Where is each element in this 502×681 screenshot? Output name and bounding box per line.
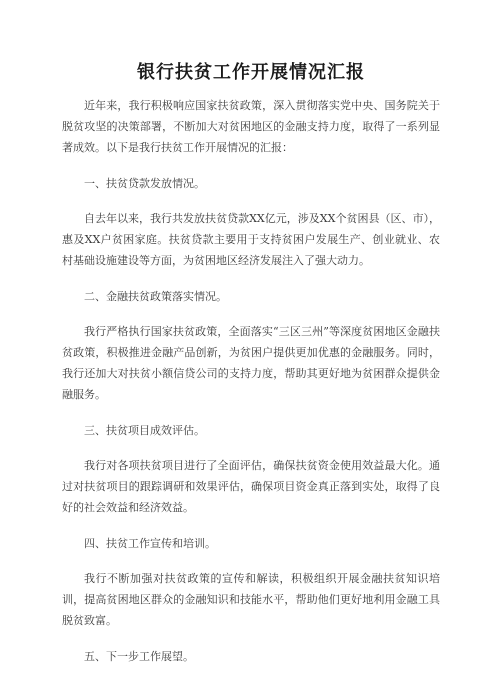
intro-paragraph: 近年来，我行积极响应国家扶贫政策，深入贯彻落实党中央、国务院关于脱贫攻坚的决策部署，不断加大对贫困地区的金融支持力度，取得了一系列显著成效。以下是我行扶贫工作开展情况的汇报： <box>62 99 440 154</box>
section-heading-5: 五、下一步工作展望。 <box>84 650 194 663</box>
section-body-1: 自去年以来，我行共发放扶贫贷款XX亿元，涉及XX个贫困县（区、市），惠及XX户贫困家庭。扶贫贷款主要用于支持贫困户发展生产、创业就业、农村基础设施建设等方面，为贫困地区经济发展注入了强大动力。 <box>62 212 440 267</box>
section-heading-1: 一、扶贫贷款发放情况。 <box>84 177 205 190</box>
document-title: 银行扶贫工作开展情况汇报 <box>137 62 365 83</box>
section-heading-3: 三、扶贫项目成效评估。 <box>84 424 205 437</box>
document-body <box>62 95 440 681</box>
section-heading-2: 二、金融扶贫政策落实情况。 <box>84 290 227 303</box>
section-heading-4: 四、扶贫工作宣传和培训。 <box>84 537 216 550</box>
section-body-4: 我行不断加强对扶贫政策的宣传和解读，积极组织开展金融扶贫知识培训，提高贫困地区群众的金融知识和技能水平，帮助他们更好地利用金融工具脱贫致富。 <box>62 572 440 627</box>
section-body-3: 我行对各项扶贫项目进行了全面评估，确保扶贫资金使用效益最大化。通过对扶贫项目的跟踪调研和效果评估，确保项目资金真正落到实处，取得了良好的社会效益和经济效益。 <box>62 459 440 514</box>
section-body-2: 我行严格执行国家扶贫政策，全面落实“三区三州”等深度贫困地区金融扶贫政策，积极推进金融产品创新，为贫困户提供更加优惠的金融服务。同时，我行还加大对扶贫小额信贷公司的支持力度，帮助其更好地为贫困群众提供金融服务。 <box>62 325 440 401</box>
